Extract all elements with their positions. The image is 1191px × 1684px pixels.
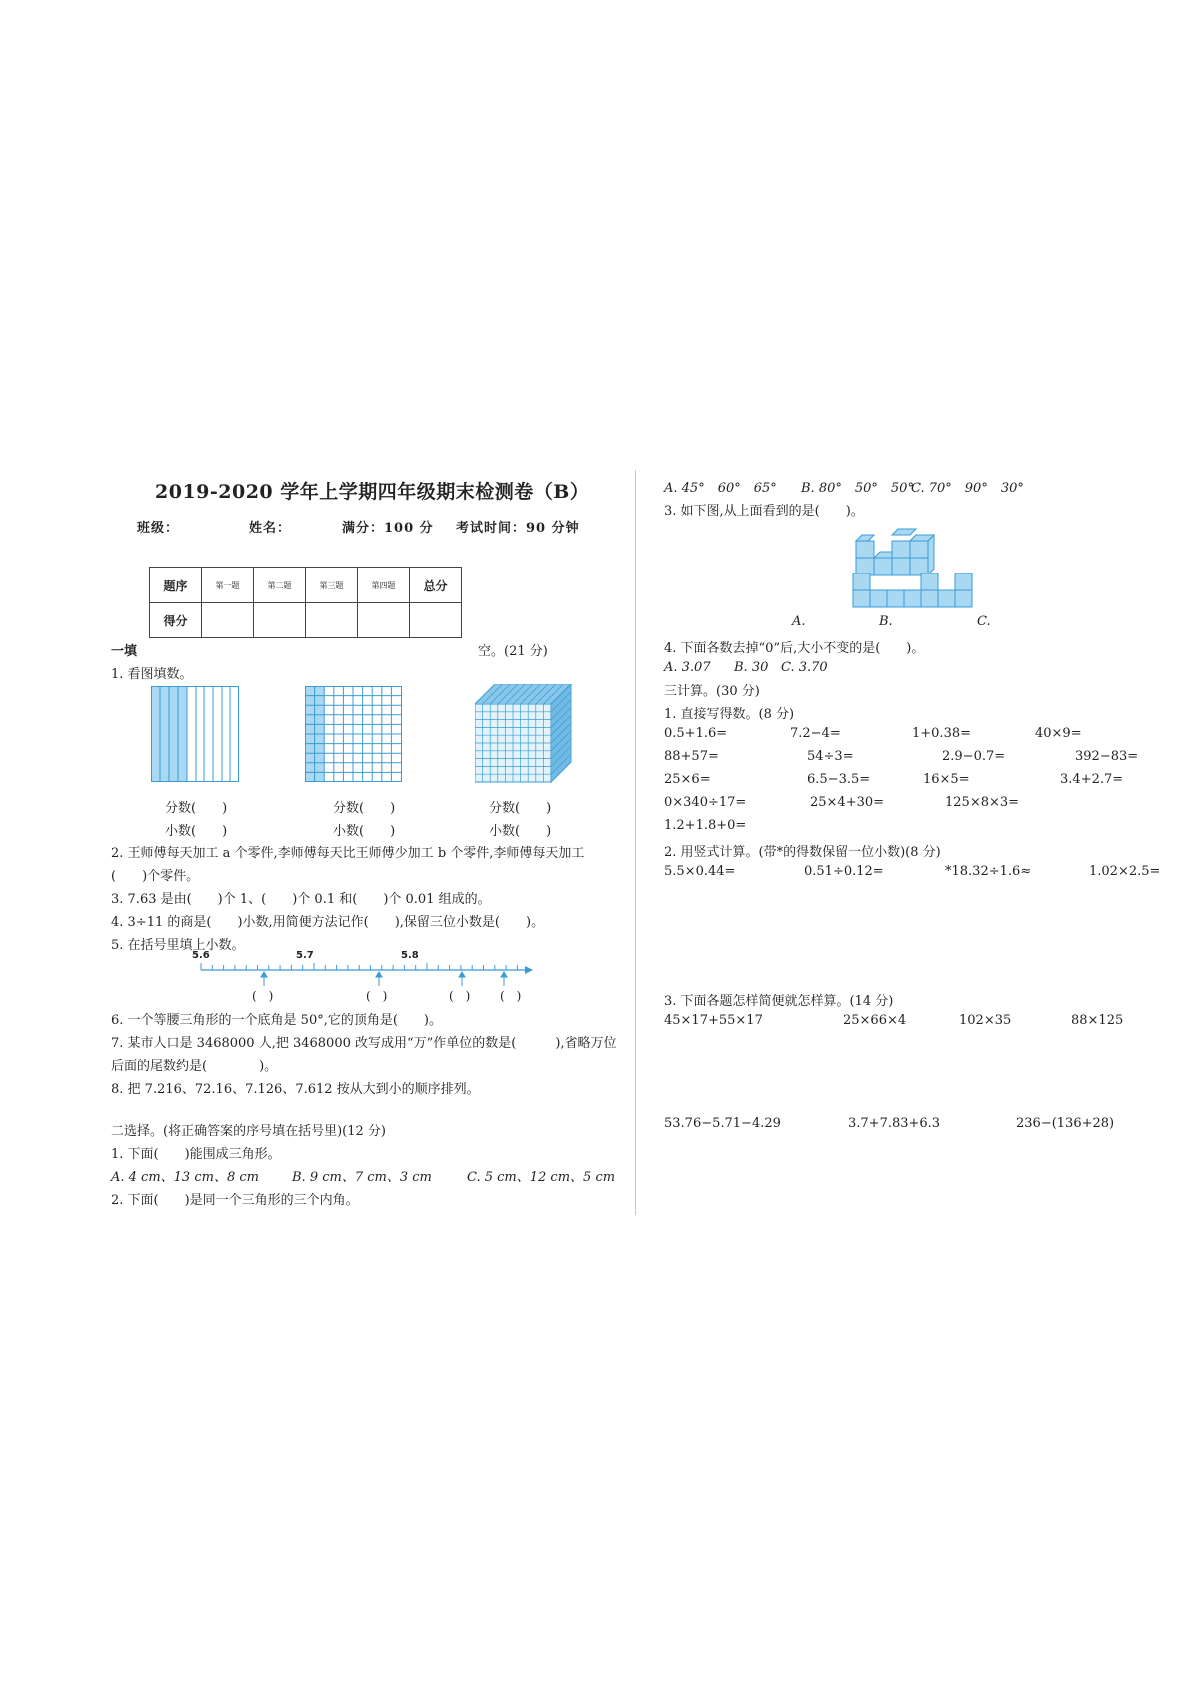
number-line xyxy=(195,962,535,988)
choice-1-option-b[interactable]: B. 9 cm、7 cm、3 cm xyxy=(292,1170,432,1185)
numline-blank-3[interactable]: ( ) xyxy=(449,989,471,1003)
fig3-decimal: 小数( ) xyxy=(489,824,552,839)
score-header-cell: 总分 xyxy=(410,568,462,603)
fig3-fraction: 分数( ) xyxy=(489,801,552,816)
score-cell[interactable] xyxy=(358,603,410,638)
choice-1-option-a[interactable]: A. 4 cm、13 cm、8 cm xyxy=(111,1170,259,1185)
simple-calc: 25×66×4 xyxy=(843,1013,907,1028)
figure-cube xyxy=(475,684,575,784)
direct-calc: 1+0.38= xyxy=(912,726,972,741)
direct-calc: 0×340÷17= xyxy=(664,795,747,810)
simple-calc: 88×125 xyxy=(1071,1013,1124,1028)
full-score: 满分：100 分 xyxy=(342,521,434,536)
score-row-label: 得分 xyxy=(150,603,202,638)
choice-3-option-a[interactable]: A. xyxy=(792,614,806,629)
section1-heading: 一填 xyxy=(111,644,138,659)
simple-calc: 45×17+55×17 xyxy=(664,1013,763,1028)
question-8: 8. 把 7.216、72.16、7.126、7.612 按从大到小的顺序排列。 xyxy=(111,1082,480,1097)
simple-calc: 53.76−5.71−4.29 xyxy=(664,1116,781,1131)
score-cell[interactable] xyxy=(202,603,254,638)
choice-4-option-c[interactable]: C. 3.70 xyxy=(781,660,828,675)
fig2-decimal: 小数( ) xyxy=(333,824,396,839)
question-3: 3. 7.63 是由( )个 1、( )个 0.1 和( )个 0.01 组成的。 xyxy=(111,892,491,907)
numline-blank-2[interactable]: ( ) xyxy=(366,989,388,1003)
numline-label-1: 5.6 xyxy=(192,950,210,961)
vertical-calc: 1.02×2.5= xyxy=(1089,864,1161,879)
direct-calc: 40×9= xyxy=(1035,726,1082,741)
score-header-cell: 第三题 xyxy=(306,568,358,603)
exam-time: 考试时间：90 分钟 xyxy=(456,521,580,536)
direct-calc: 54÷3= xyxy=(807,749,854,764)
choice-2-option-b[interactable]: B. 80° 50° 50° xyxy=(801,481,914,496)
direct-calc: 0.5+1.6= xyxy=(664,726,728,741)
fig2-fraction: 分数( ) xyxy=(333,801,396,816)
subsection-2: 2. 用竖式计算。(带*的得数保留一位小数)(8 分) xyxy=(664,845,941,860)
direct-calc: 25×6= xyxy=(664,772,711,787)
question-2-line1: 2. 王师傅每天加工 a 个零件,李师傅每天比王师傅少加工 b 个零件,李师傅每天加工 xyxy=(111,846,585,861)
question-7-line2: 后面的尾数约是( )。 xyxy=(111,1059,278,1074)
score-header-cell: 第四题 xyxy=(358,568,410,603)
direct-calc: 6.5−3.5= xyxy=(807,772,871,787)
simple-calc: 236−(136+28) xyxy=(1016,1116,1115,1131)
question-2-line2: ( )个零件。 xyxy=(111,869,200,884)
choice-2-option-c[interactable]: C. 70° 90° 30° xyxy=(911,481,1024,496)
vertical-calc: *18.32÷1.6≈ xyxy=(945,864,1032,879)
choice-3-option-c[interactable]: C. xyxy=(977,614,991,629)
question-6: 6. 一个等腰三角形的一个底角是 50°,它的顶角是( )。 xyxy=(111,1013,442,1028)
question-4: 4. 3÷11 的商是( )小数,用简便方法记作( ),保留三位小数是( )。 xyxy=(111,915,545,930)
choice-3: 3. 如下图,从上面看到的是( )。 xyxy=(664,504,864,519)
score-header-cell: 第一题 xyxy=(202,568,254,603)
section3-heading: 三计算。(30 分) xyxy=(664,684,760,699)
class-label: 班级： xyxy=(137,521,180,536)
choice-2: 2. 下面( )是同一个三角形的三个内角。 xyxy=(111,1193,359,1208)
vertical-calc: 5.5×0.44= xyxy=(664,864,736,879)
numline-blank-1[interactable]: ( ) xyxy=(252,989,274,1003)
question-7-line1: 7. 某市人口是 3468000 人,把 3468000 改写成用“万”作单位的数是( ),省略万位 xyxy=(111,1036,617,1051)
direct-calc: 3.4+2.7= xyxy=(1060,772,1124,787)
choice-1-option-c[interactable]: C. 5 cm、12 cm、5 cm xyxy=(467,1170,616,1185)
choice-4-option-a[interactable]: A. 3.07 xyxy=(664,660,711,675)
page-title: 2019-2020 学年上学期四年级期末检测卷（B） xyxy=(155,481,590,503)
direct-calc: 88+57= xyxy=(664,749,719,764)
direct-calc: 25×4+30= xyxy=(810,795,885,810)
direct-calc: 125×8×3= xyxy=(945,795,1020,810)
direct-calc: 16×5= xyxy=(923,772,970,787)
score-cell[interactable] xyxy=(306,603,358,638)
score-table xyxy=(149,567,462,638)
choice-4: 4. 下面各数去掉“0”后,大小不变的是( )。 xyxy=(664,641,925,656)
subsection-1: 1. 直接写得数。(8 分) xyxy=(664,707,795,722)
question-1: 1. 看图填数。 xyxy=(111,667,193,682)
numline-label-2: 5.7 xyxy=(296,950,314,961)
score-cell[interactable] xyxy=(410,603,462,638)
fig1-decimal: 小数( ) xyxy=(165,824,228,839)
direct-calc: 7.2−4= xyxy=(790,726,841,741)
score-header-cell: 第二题 xyxy=(254,568,306,603)
numline-blank-4[interactable]: ( ) xyxy=(500,989,522,1003)
numline-label-3: 5.8 xyxy=(401,950,419,961)
figure-tenths xyxy=(151,686,241,782)
fig1-fraction: 分数( ) xyxy=(165,801,228,816)
score-header-cell: 题序 xyxy=(150,568,202,603)
choice-1: 1. 下面( )能围成三角形。 xyxy=(111,1147,281,1162)
figure-hundredths xyxy=(305,686,405,782)
direct-calc: 2.9−0.7= xyxy=(942,749,1006,764)
direct-calc: 392−83= xyxy=(1075,749,1139,764)
direct-calc: 1.2+1.8+0= xyxy=(664,818,747,833)
choice-4-option-b[interactable]: B. 30 xyxy=(734,660,769,675)
section2-heading: 二选择。(将正确答案的序号填在括号里)(12 分) xyxy=(111,1124,386,1139)
top-view-figure xyxy=(851,573,976,609)
column-divider xyxy=(635,470,636,1215)
subsection-3: 3. 下面各题怎样简便就怎样算。(14 分) xyxy=(664,994,894,1009)
simple-calc: 102×35 xyxy=(959,1013,1012,1028)
simple-calc: 3.7+7.83+6.3 xyxy=(848,1116,941,1131)
choice-3-option-b[interactable]: B. xyxy=(879,614,893,629)
choice-2-option-a[interactable]: A. 45° 60° 65° xyxy=(664,481,777,496)
vertical-calc: 0.51÷0.12= xyxy=(804,864,884,879)
question-5: 5. 在括号里填上小数。 xyxy=(111,938,245,953)
score-cell[interactable] xyxy=(254,603,306,638)
name-label: 姓名： xyxy=(249,521,292,536)
section1-heading-tail: 空。(21 分) xyxy=(478,644,548,659)
